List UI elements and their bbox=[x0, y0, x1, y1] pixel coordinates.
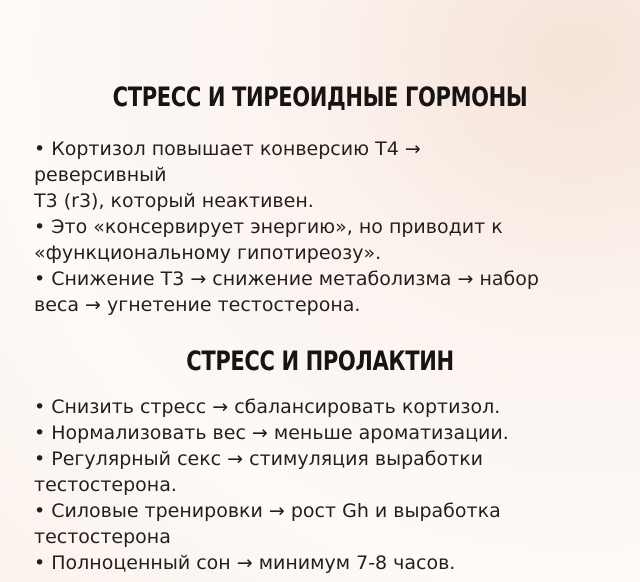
text-line: веса → угнетение тестостерона. bbox=[34, 294, 361, 316]
text-line: • Силовые тренировки → рост Gh и выработка bbox=[34, 500, 501, 522]
text-line: • Это «консервирует энергию», но приводит к bbox=[34, 216, 503, 238]
text-line: • Полноценный сон → минимум 7-8 часов. bbox=[34, 552, 456, 574]
prolactin-text-block bbox=[34, 394, 634, 576]
text-line: тестостерона. bbox=[34, 474, 177, 496]
section-title-prolactin: СТРЕСС И ПРОЛАКТИН bbox=[186, 346, 454, 377]
thyroid-text-block bbox=[34, 136, 634, 318]
text-line: тестостерона bbox=[34, 526, 171, 548]
section-title-thyroid: СТРЕСС И ТИРЕОИДНЫЕ ГОРМОНЫ bbox=[112, 82, 528, 113]
text-line: • Снизить стресс → сбалансировать кортизол. bbox=[34, 396, 501, 418]
text-line: • Нормализовать вес → меньше ароматизации. bbox=[34, 422, 509, 444]
text-line: • Регулярный секс → стимуляция выработки bbox=[34, 448, 484, 470]
text-line: • Кортизол повышает конверсию Т4 → bbox=[34, 138, 421, 160]
text-line: Т3 (r3), который неактивен. bbox=[34, 190, 314, 212]
text-line: • Снижение Т3 → снижение метаболизма → набор bbox=[34, 268, 539, 290]
text-line: реверсивный bbox=[34, 164, 167, 186]
text-line: «функциональному гипотиреозу». bbox=[34, 242, 382, 264]
